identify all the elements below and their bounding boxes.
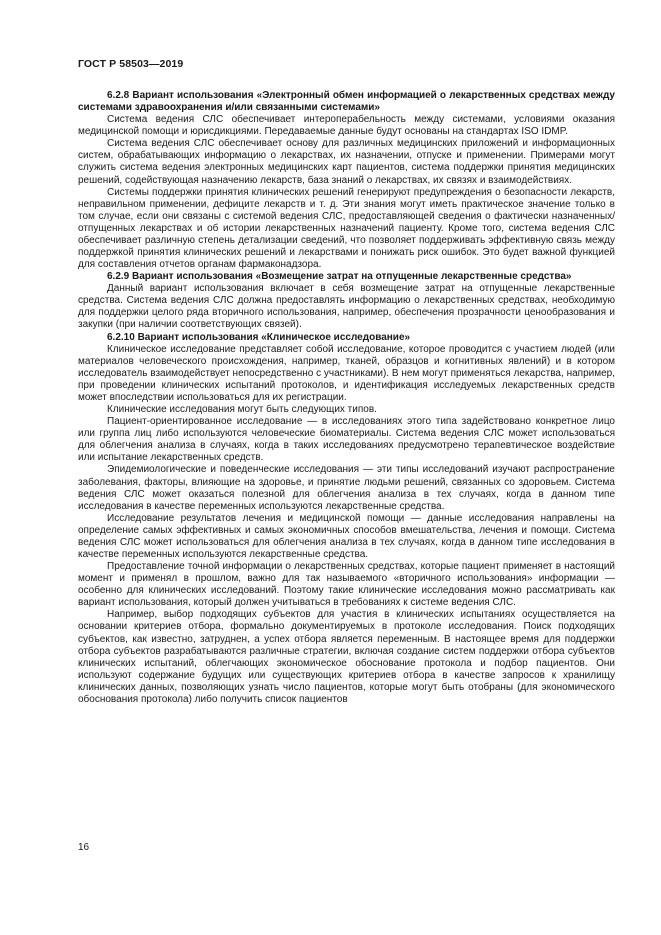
section-heading: 6.2.8 Вариант использования «Электронный обмен информацией о лекарственных средствах между системами здравоохранения и/или связанными системами»: [78, 90, 615, 114]
paragraph: Системы поддержки принятия клинических решений генерируют предупреждения о безопасности лекарств, неправильном применении, дефиците лекарств и т. д. Эти знания могут иметь практическое значение только в том случае, если они связаны с системой ведения СЛС, предоставляющей сведения о фактически назначенных/отпущенных лекарствах и об истории лекарственных назначений пациенту. Кроме того, система ведения СЛС обеспечивает различную степень детализации сведений, что позволяет поддерживать эффективную связь между поддержкой принятия клинических решений и лекарствами и понижать риск ошибок. Это будет важной функцией для составления отчетов органам фармаконадзора.: [78, 186, 615, 271]
page-number: 16: [78, 842, 90, 853]
paragraph: Система ведения СЛС обеспечивает основу для различных медицинских приложений и информационных систем, обрабатывающих информацию о лекарствах, их назначении, отпуске и применении. Примерами могут служить система ведения электронных медицинских карт пациентов, система поддержки принятия медицинских решений, содействующая назначению лекарств, база знаний о лекарствах, их связях и взаимодействиях.: [78, 138, 615, 186]
paragraph: Клиническое исследование представляет собой исследование, которое проводится с участием людей (или материалов человеческого происхождения, например, тканей, образцов и когнитивных явлений) и в котором исследователь взаимодействует непосредственно с участниками). В нем могут применяться лекарства, например, при проведении клинических испытаний протоколов, и идентификация исследуемых лекарственных средств может впоследствии использоваться для их регистрации.: [78, 343, 615, 403]
paragraph: Предоставление точной информации о лекарственных средствах, которые пациент применяет в настоящий момент и применял в прошлом, важно для так называемого «вторичного использования» информации — особенно для клинических исследований. Поэтому такие клинические исследования можно рассматривать как вариант использования, который должен учитываться в требованиях к системе ведения СЛС.: [78, 561, 615, 609]
paragraph: Пациент-ориентированное исследование — в исследованиях этого типа задействовано конкретное лицо или группа лиц либо используются человеческие биоматериалы. Система ведения СЛС может использоваться для облегчения анализа в случаях, когда в таких исследованиях предусмотрено терапевтическое воздействие или испытание лекарственных средств.: [78, 416, 615, 464]
paragraph: Эпидемиологические и поведенческие исследования — эти типы исследований изучают распространение заболевания, факторы, влияющие на здоровье, и принятие людьми решений, связанных со здоровьем. Система ведения СЛС может оказаться полезной для облегчения анализа в тех случаях, когда в данном типе исследования в качестве переменных используются лекарственные средства.: [78, 464, 615, 512]
section-heading: 6.2.9 Вариант использования «Возмещение затрат на отпущенные лекарственные средства»: [107, 271, 572, 283]
paragraph: Клинические исследования могут быть следующих типов.: [107, 404, 377, 416]
paragraph: Исследование результатов лечения и медицинской помощи — данные исследования направлены на определение самых эффективных и самых экономичных способов вмешательства, лечения и помощи. Система ведения СЛС может использоваться для облегчения анализа в тех случаях, когда в данном типе исследования в качестве переменных используются лекарственные средства.: [78, 512, 615, 560]
paragraph: Например, выбор подходящих субъектов для участия в клинических испытаниях осуществляется на основании критериев отбора, формально документируемых в протоколе исследования. Поиск подходящих субъектов, как известно, затруднен, а успех отбора является переменным. В настоящее время для поддержки отбора субъектов разрабатываются различные стратегии, включая создание систем поддержки отбора субъектов клинических испытаний, облегчающих экономическое обоснование протокола и подбор пациентов. Они используют содержание будущих или существующих критериев отбора в качестве запросов к хранилищу клинических данных, позволяющих узнать число пациентов, которые могут быть отобраны (для экономического обоснования протокола) либо получить список пациентов: [78, 609, 615, 705]
paragraph: Система ведения СЛС обеспечивает интероперабельность между системами, условиями оказания медицинской помощи и юрисдикциями. Передаваемые данные будут основаны на стандартах ISO IDMP.: [78, 114, 615, 138]
document-body: [78, 90, 615, 706]
section-heading: 6.2.10 Вариант использования «Клиническое исследование»: [107, 331, 411, 343]
paragraph: Данный вариант использования включает в себя возмещение затрат на отпущенные лекарственные средства. Система ведения СЛС должна предоставлять информацию о лекарственных средствах, необходимую для поддержки целого ряда вторичного использования, например, обеспечения прозрачности ценообразования и закупки (при наличии соответствующих связей).: [78, 283, 615, 331]
standard-header: ГОСТ Р 58503—2019: [78, 58, 184, 70]
